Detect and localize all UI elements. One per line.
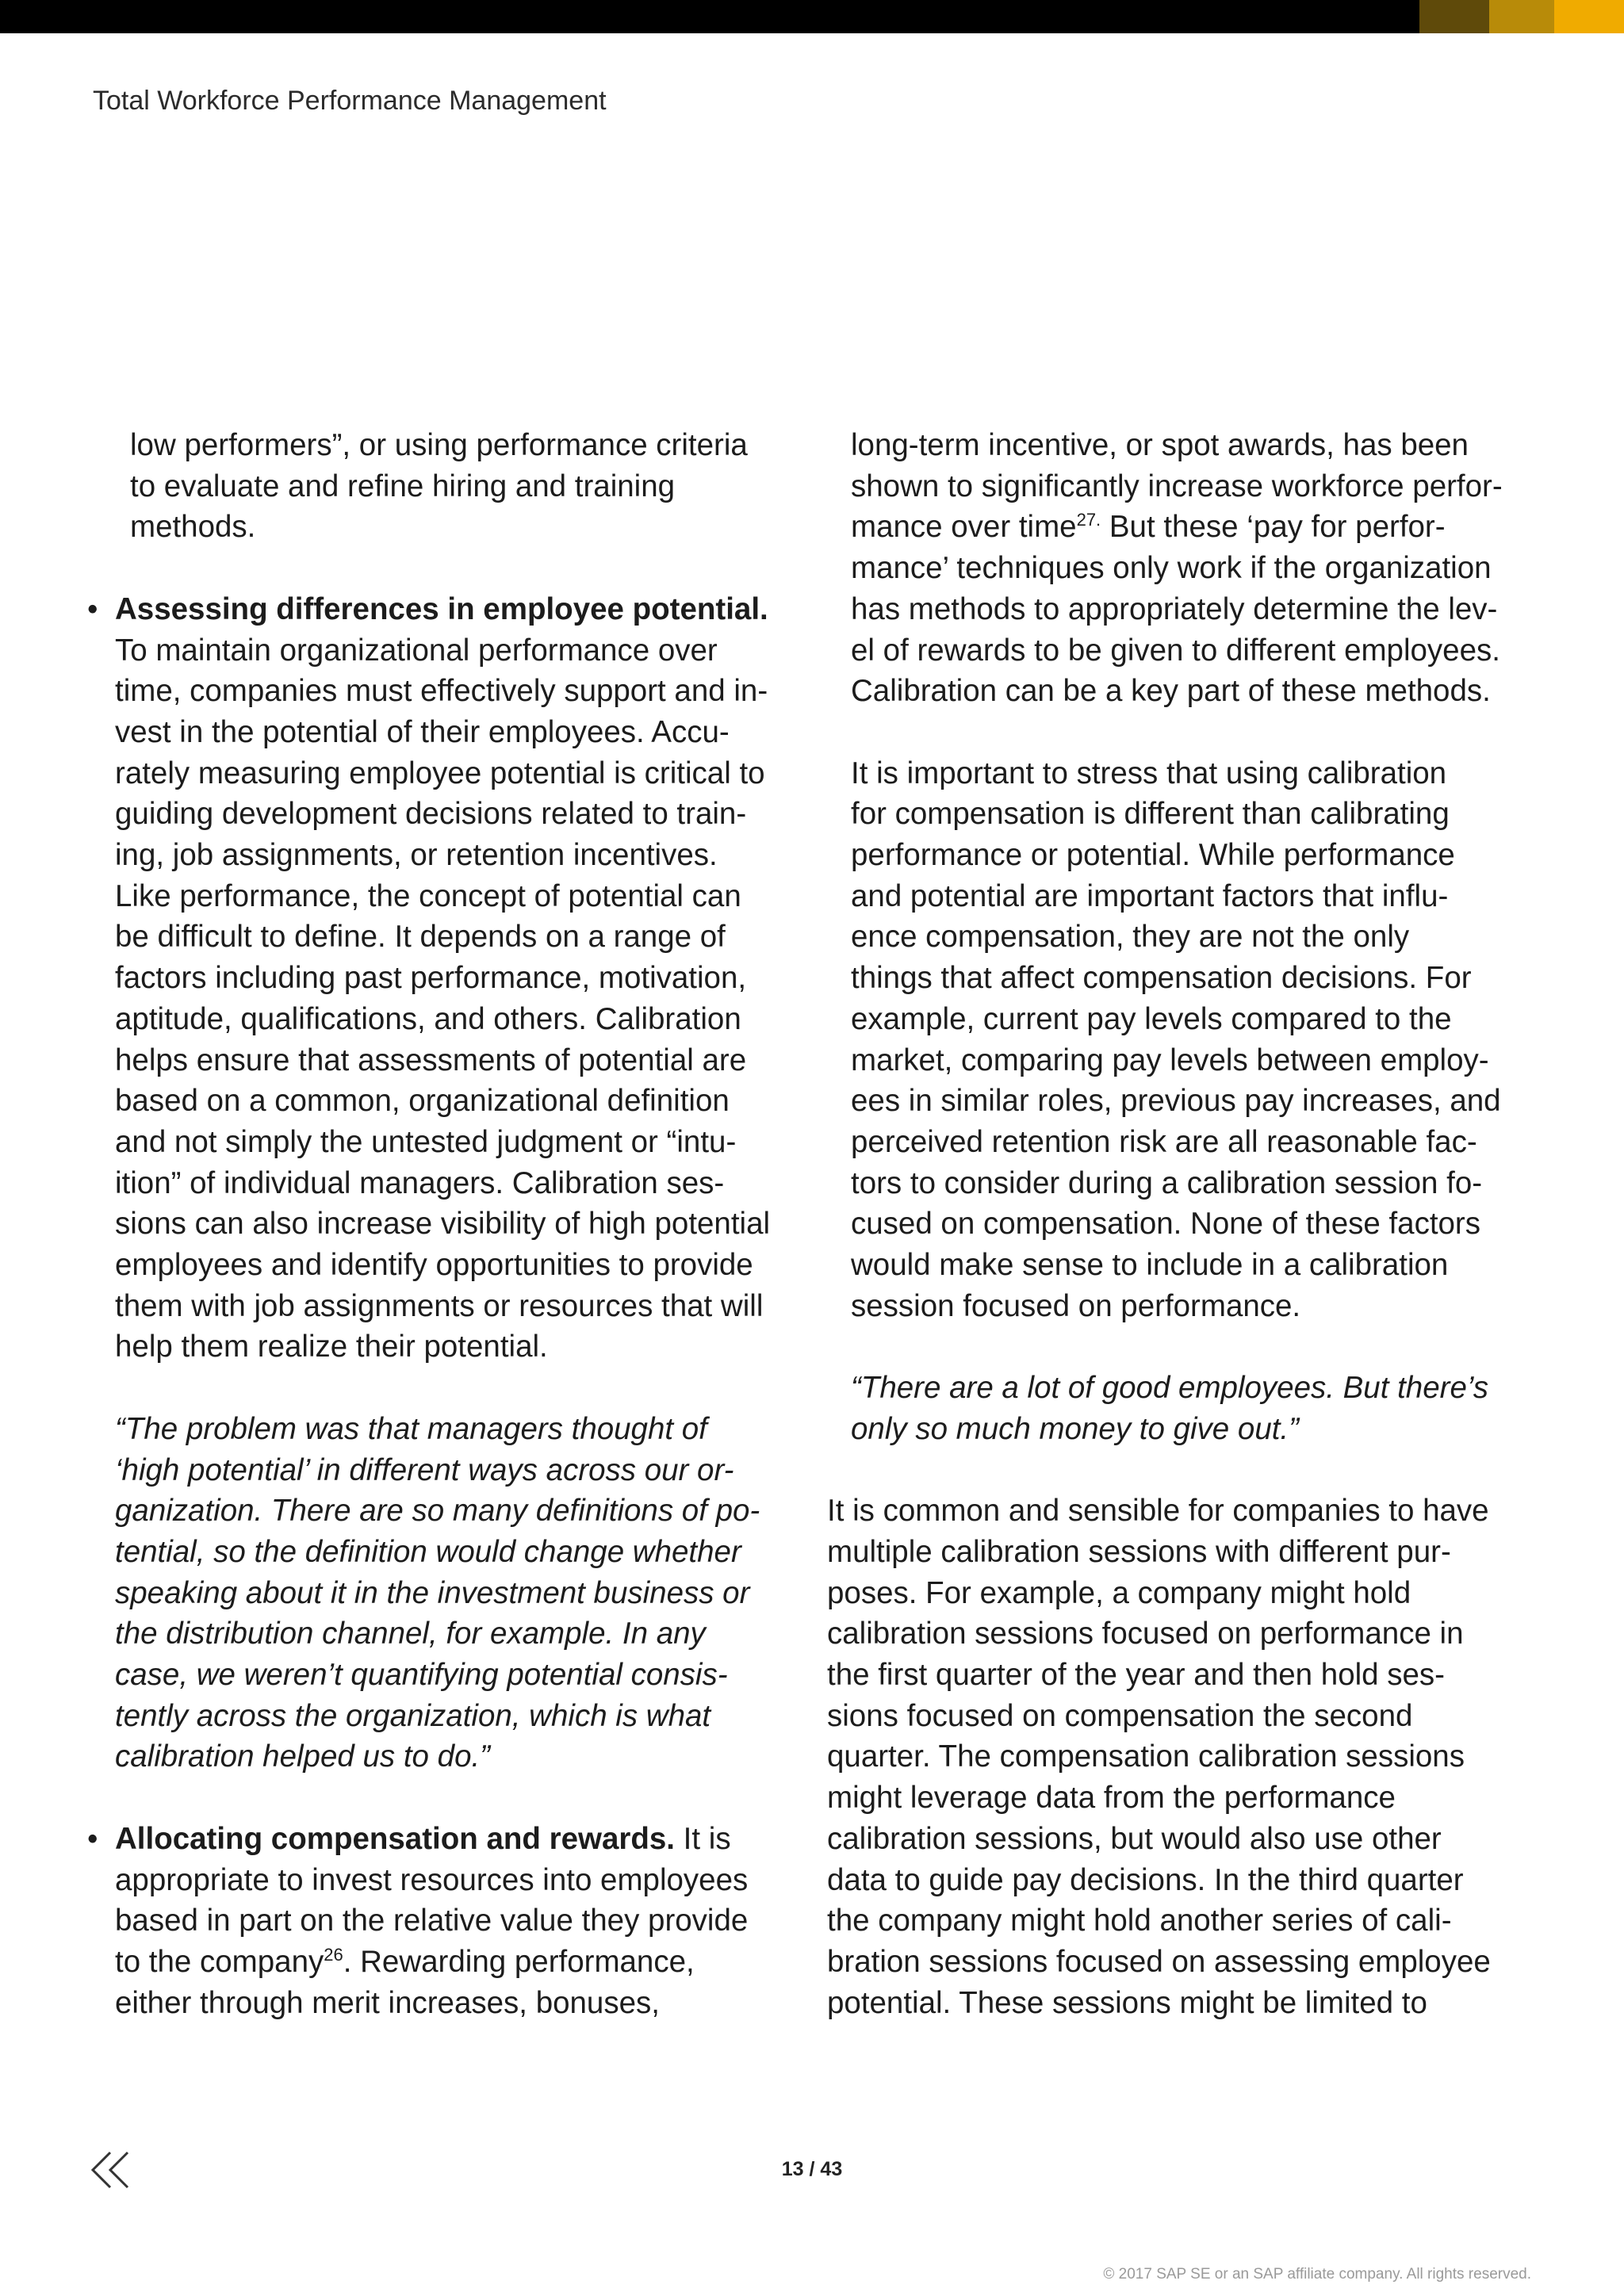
text-line: them with job assignments or resources that will — [115, 1288, 764, 1323]
text-line: based on a common, organizational definition — [115, 1084, 730, 1119]
text-line: vest in the potential of their employees. Accu- — [115, 714, 730, 749]
quote-line: “The problem was that managers thought of — [115, 1411, 707, 1446]
continued-bullet-text — [115, 425, 805, 548]
color-bar-segment — [1554, 0, 1624, 33]
footnote-ref[interactable]: 26 — [324, 1944, 343, 1965]
bullet-compensation — [87, 1819, 805, 2024]
text-line: sions focused on compensation the second — [827, 1698, 1413, 1733]
text-line: quarter. The compensation calibration sessions — [827, 1739, 1465, 1774]
quote-line: tently across the organization, which is what — [115, 1698, 711, 1733]
quote-line: calibration helped us to do.” — [115, 1739, 490, 1774]
text-line: and potential are important factors that influ- — [851, 878, 1449, 913]
text-line: would make sense to include in a calibration — [851, 1248, 1449, 1283]
text-line: cused on compensation. None of these factors — [851, 1207, 1481, 1242]
text-line: to evaluate and refine hiring and training — [130, 469, 676, 503]
right-column — [827, 425, 1541, 2023]
quote-line: ‘high potential’ in different ways across our or- — [115, 1452, 734, 1487]
bullet-heading: Assessing differences in employee potential. — [115, 591, 768, 626]
text-line: methods. — [130, 510, 256, 545]
text-line: perceived retention risk are all reasonable fac- — [851, 1124, 1477, 1159]
color-bar-segment — [1419, 0, 1489, 33]
text-line: poses. For example, a company might hold — [827, 1575, 1411, 1610]
quote-line: the distribution channel, for example. In any — [115, 1617, 706, 1651]
text-line: data to guide pay decisions. In the third quarter — [827, 1862, 1464, 1897]
paragraph-multiple-sessions — [827, 1490, 1541, 2023]
quote-line: tential, so the definition would change whether — [115, 1534, 741, 1569]
text-line: based in part on the relative value they provide — [115, 1904, 749, 1938]
text-line: sions can also increase visibility of high potential — [115, 1207, 771, 1242]
text-fragment: It is — [674, 1821, 731, 1856]
text-line: market, comparing pay levels between employ- — [851, 1043, 1489, 1077]
text-line: ees in similar roles, previous pay increases, and — [851, 1084, 1501, 1119]
bullet-heading: Allocating compensation and rewards. — [115, 1821, 675, 1856]
text-line: Like performance, the concept of potential can — [115, 878, 741, 913]
text-fragment: . Rewarding performance, — [343, 1944, 695, 1979]
text-line: example, current pay levels compared to the — [851, 1001, 1452, 1036]
text-line: rately measuring employee potential is critical to — [115, 756, 765, 790]
text-line: multiple calibration sessions with different pur- — [827, 1534, 1451, 1569]
text-line: aptitude, qualifications, and others. Calibration — [115, 1001, 741, 1036]
bullet-potential — [87, 589, 805, 1368]
text-line: el of rewards to be given to different employees. — [851, 633, 1500, 668]
copyright-notice: © 2017 SAP SE or an SAP affiliate company. All rights reserved. — [1103, 2266, 1531, 2283]
bullet-dot: • — [87, 591, 98, 626]
text-line: bration sessions focused on assessing employee — [827, 1944, 1491, 1979]
text-line: appropriate to invest resources into employees — [115, 1862, 749, 1897]
text-line: To maintain organizational performance over — [115, 633, 718, 668]
text-line: helps ensure that assessments of potential are — [115, 1043, 747, 1077]
document-title: Total Workforce Performance Management — [93, 86, 607, 116]
text-line: and not simply the untested judgment or “intu- — [115, 1124, 737, 1159]
text-line: long-term incentive, or spot awards, has been — [851, 428, 1469, 462]
text-line: It is common and sensible for companies to have — [827, 1494, 1489, 1529]
text-fragment: But these ‘pay for perfor- — [1101, 510, 1446, 545]
text-line: performance or potential. While performance — [851, 838, 1455, 873]
text-line: has methods to appropriately determine the lev- — [851, 591, 1498, 626]
text-line: things that affect compensation decisions. For — [851, 961, 1472, 996]
page-number: 13 / 43 — [781, 2158, 843, 2180]
text-line: either through merit increases, bonuses, — [115, 1985, 660, 2020]
bullet-dot: • — [87, 1821, 98, 1856]
left-column — [87, 425, 805, 2023]
text-line: the company might hold another series of cali- — [827, 1904, 1452, 1938]
text-line: It is important to stress that using calibration — [851, 756, 1447, 790]
quote-line: “There are a lot of good employees. But there’s — [851, 1371, 1488, 1406]
continued-bullet-text — [827, 425, 1541, 1450]
footnote-ref[interactable]: 27. — [1076, 510, 1101, 530]
text-line: tors to consider during a calibration session fo- — [851, 1165, 1483, 1200]
text-fragment: mance over time — [851, 510, 1077, 545]
text-line: be difficult to define. It depends on a range of — [115, 920, 726, 955]
text-line: Calibration can be a key part of these methods. — [851, 674, 1491, 709]
text-line: ence compensation, they are not the only — [851, 920, 1410, 955]
quote-line: only so much money to give out.” — [851, 1411, 1299, 1446]
text-line: employees and identify opportunities to provide — [115, 1248, 753, 1283]
text-line: session focused on performance. — [851, 1288, 1301, 1323]
text-line: for compensation is different than calibrating — [851, 797, 1450, 832]
text-fragment: to the company — [115, 1944, 324, 1979]
pull-quote-compensation — [851, 1368, 1541, 1449]
text-line: shown to significantly increase workforce perfor- — [851, 469, 1503, 503]
text-line: low performers”, or using performance criteria — [130, 428, 748, 462]
text-line: ition” of individual managers. Calibration ses- — [115, 1165, 725, 1200]
text-line: factors including past performance, motivation, — [115, 961, 747, 996]
text-line: calibration sessions focused on performance in — [827, 1617, 1464, 1651]
quote-line: ganization. There are so many definitions of po- — [115, 1494, 760, 1529]
text-line: mance’ techniques only work if the organization — [851, 551, 1492, 586]
text-line: potential. These sessions might be limited to — [827, 1985, 1427, 2020]
pull-quote-potential — [115, 1409, 805, 1777]
text-line: the first quarter of the year and then hold ses- — [827, 1658, 1446, 1693]
quote-line: speaking about it in the investment business or — [115, 1575, 750, 1610]
quote-line: case, we weren’t quantifying potential consis- — [115, 1658, 728, 1693]
text-line: guiding development decisions related to train- — [115, 797, 747, 832]
text-line: time, companies must effectively support and in- — [115, 674, 768, 709]
text-line: calibration sessions, but would also use other — [827, 1821, 1442, 1856]
text-line: might leverage data from the performance — [827, 1781, 1396, 1816]
text-line: help them realize their potential. — [115, 1330, 548, 1364]
color-bar-segment — [1489, 0, 1554, 33]
text-line: ing, job assignments, or retention incentives. — [115, 838, 718, 873]
top-color-bar — [0, 0, 1624, 33]
